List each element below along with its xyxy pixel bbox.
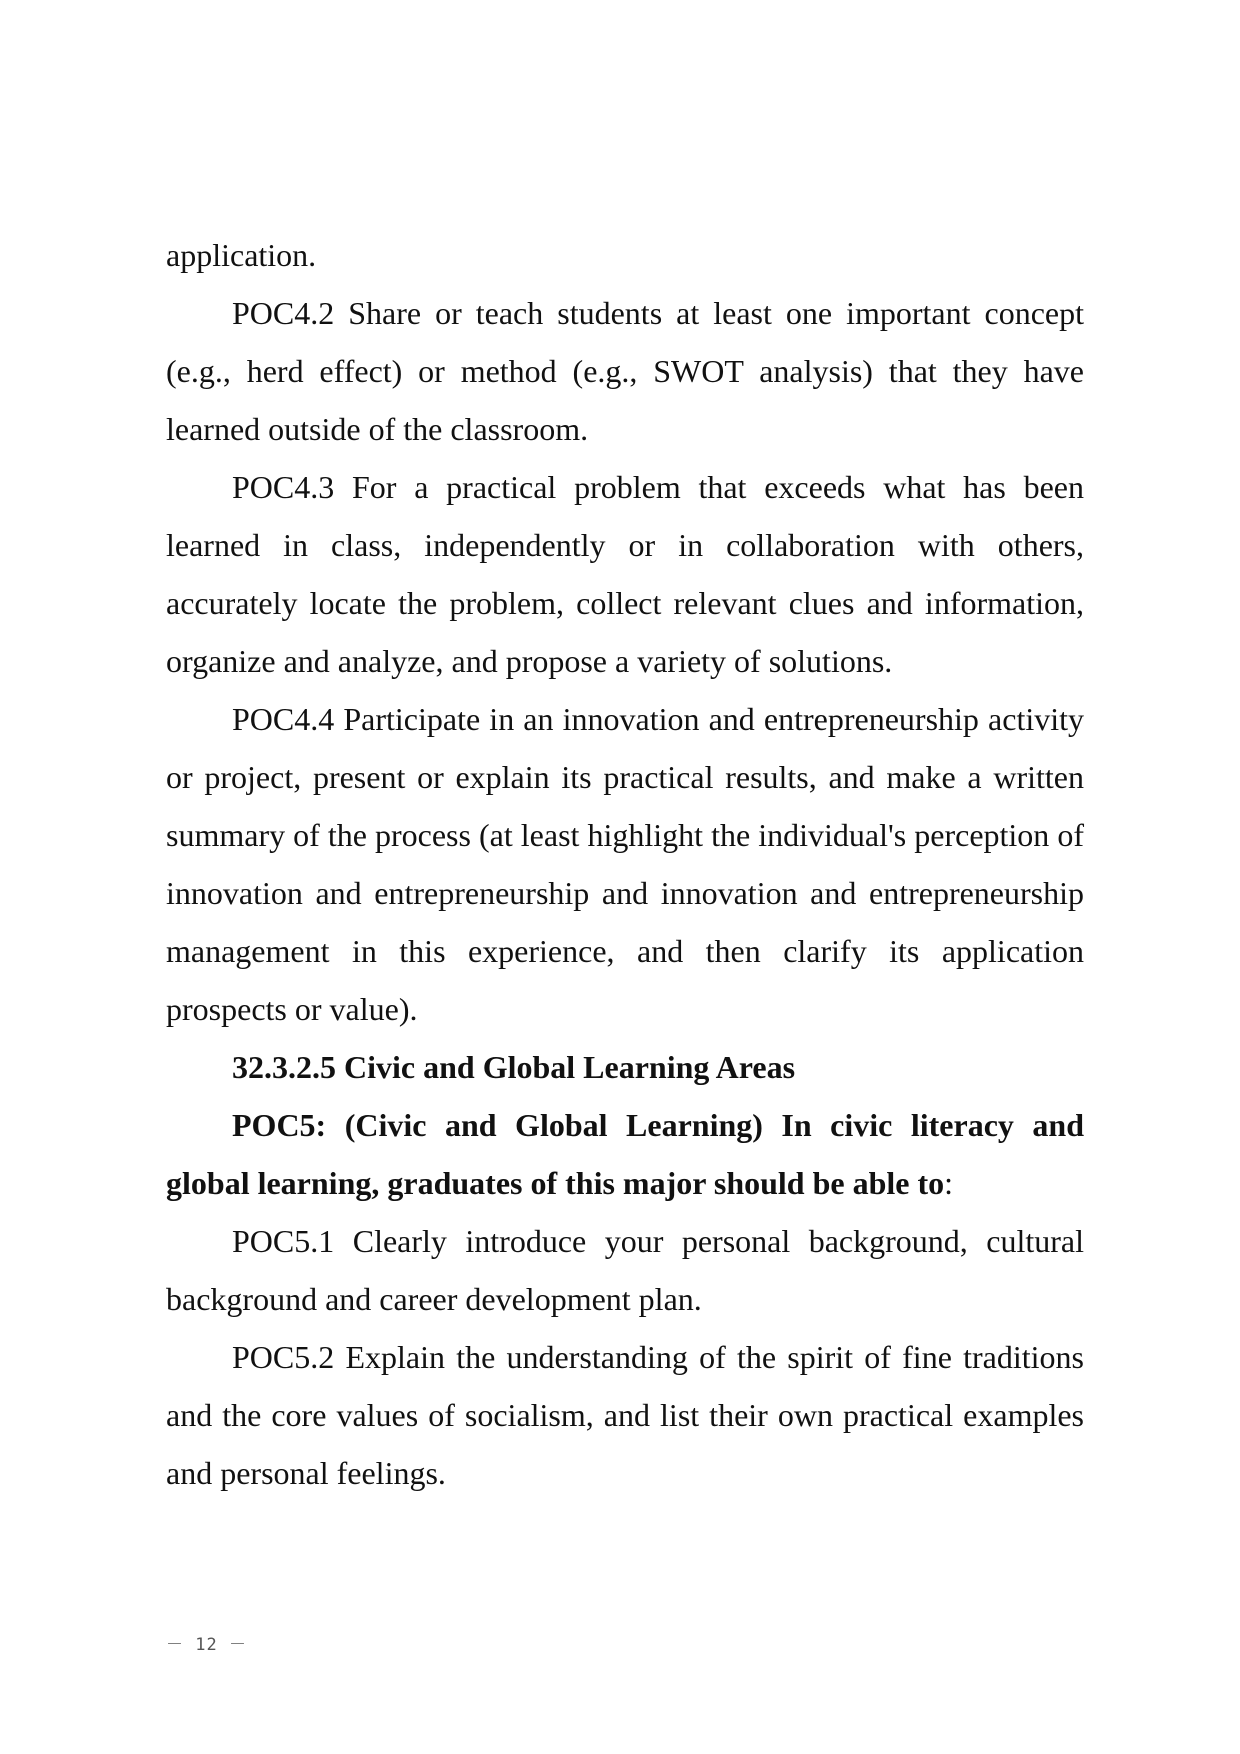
poc5-colon: : xyxy=(944,1165,954,1201)
document-body xyxy=(166,226,1084,1502)
paragraph-poc5-2: POC5.2 Explain the understanding of the spirit of fine traditions and the core values of socialism, and list their own practical examples and personal feelings. xyxy=(166,1339,1084,1491)
paragraph-poc4-2: POC4.2 Share or teach students at least one important concept (e.g., herd effect) or method (e.g., SWOT analysis) that they have learned outside of the classroom. xyxy=(166,295,1084,447)
paragraph-poc5-1: POC5.1 Clearly introduce your personal background, cultural background and career development plan. xyxy=(166,1223,1084,1317)
paragraph-poc5 xyxy=(166,1096,1084,1212)
section-heading: 32.3.2.5 Civic and Global Learning Areas xyxy=(232,1049,796,1085)
paragraph-continuation: application. xyxy=(166,237,317,273)
paragraph-poc4-3: POC4.3 For a practical problem that exceeds what has been learned in class, independently or in collaboration with others, accurately locate the problem, collect relevant clues and information, organize and analyze, and propose a variety of solutions. xyxy=(166,469,1084,679)
paragraph-poc4-4: POC4.4 Participate in an innovation and entrepreneurship activity or project, present or explain its practical results, and make a written summary of the process (at least highlight the individual's perception of innovation and entrepreneurship and innovation and entrepreneurship management in this experience, and then clarify its application prospects or value). xyxy=(166,701,1084,1027)
poc5-bold-text: POC5: (Civic and Global Learning) In civic literacy and global learning, graduates of this major should be able to xyxy=(166,1107,1084,1201)
page-number: － 12 － xyxy=(166,1635,247,1655)
